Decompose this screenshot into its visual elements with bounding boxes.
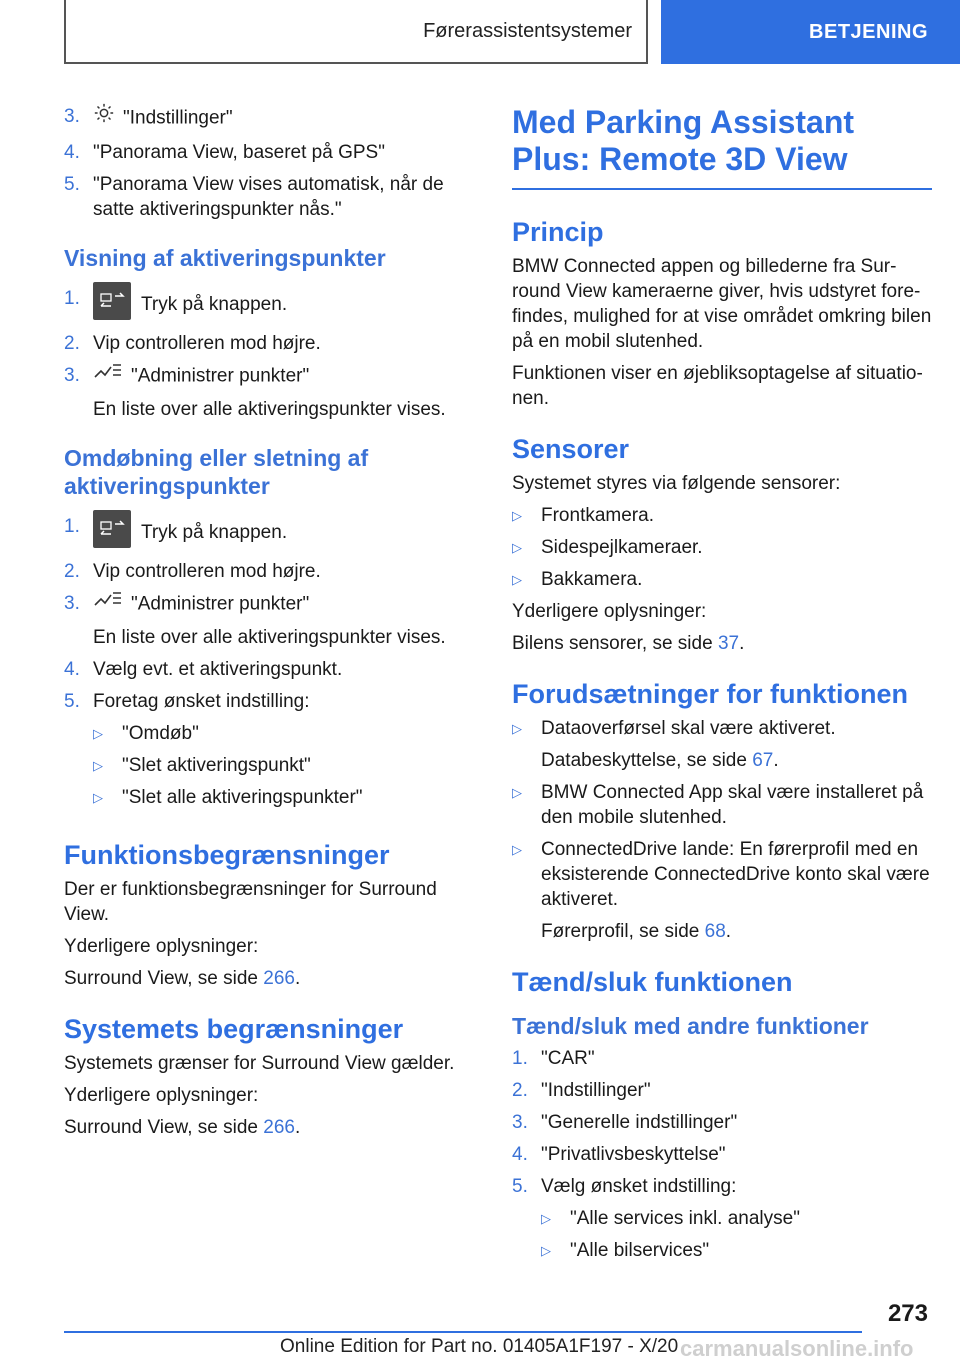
- list-item: ▷ BMW Connected App skal være installeret på den mobile slutenhed.: [512, 782, 924, 828]
- bullet-triangle-icon: ▷: [512, 785, 522, 800]
- option-list: [93, 721, 464, 810]
- left-column: 3. "Indstillinger" 4. "Panorama View, baseret på GPS" 5. "Panorama View vises automatisk, når de satte aktiveringspunkter nås." Visning af aktiveringspunkter 1. Tryk på knappen. 2. Vip controlleren mod højre. 3. "Administrer punkter" En liste over alle aktiveringspunkter vises. Omdøbning eller sletning af aktiveringspunkter 1. Tryk på knappen. 2. Vip controlleren mod højre. 3. "Administrer punkter" En liste over alle aktiveringspunkter vises. 4. Vælg evt. et aktiveringspunkt. 5. Foretag ønsket indstilling: ▷ "Omdøb" ▷ "Slet aktiveringspunkt" ▷ "Slet alle aktiveringspunkter" Funktionsbegrænsninger Der er funktionsbegrænsninger for Surround View. Yderligere oplysninger: Surround View, se side 266. Systemets begrænsninger Systemets grænser for Surround View gælder. Yderligere oplysninger: Surround View, se side 266.: [64, 104, 464, 1147]
- chapter-tab: [661, 0, 960, 64]
- footer-divider: [64, 1331, 862, 1333]
- bullet-triangle-icon: ▷: [93, 726, 103, 741]
- intro-steps: [64, 104, 464, 222]
- list-item: ▷ "Slet aktiveringspunkt": [93, 755, 311, 776]
- list-item: 4. Vælg evt. et aktiveringspunkt.: [64, 659, 343, 680]
- chapter-tab-label: BETJENING: [809, 20, 928, 43]
- list-item: ▷ Frontkamera.: [512, 505, 654, 526]
- list-item: ▷ ConnectedDrive lande: En førerprofil med en eksisterende ConnectedDrive konto skal være aktiveret. Førerprofil, se side 68.: [512, 839, 930, 942]
- right-column: Med Parking Assistant Plus: Remote 3D View Princip BMW Connected appen og billederne fra Surround View kameraerne giver, hvis udstyret forefindes, mulighed for at vise området omkring bilen på en mobil slutenhed. Funktionen viser en øjebliksoptagelse af situationen. Sensorer Systemet styres via følgende sensorer: ▷ Frontkamera. ▷ Sidespejlkameraer. ▷ Bakkamera. Yderligere oplysninger: Bilens sensorer, se side 37. Forudsætninger for funktionen ▷ Dataoverførsel skal være aktiveret. Databeskyttelse, se side 67. ▷ BMW Connected App skal være installeret på den mobile slutenhed. ▷ ConnectedDrive lande: En førerprofil med en eksisterende ConnectedDrive konto skal være aktiveret. Førerprofil, se side 68. Tænd/sluk funktionen Tænd/sluk med andre funktioner 1. "CAR" 2. "Indstillinger" 3. "Generelle indstillinger" 4. "Privatlivsbeskyttelse" 5. Vælg ønsket indstilling: ▷ "Alle services inkl. analyse" ▷ "Alle bilservices": [512, 104, 932, 1277]
- list-item: 3. "Administrer punkter" En liste over alle aktiveringspunkter vises.: [64, 591, 464, 650]
- list-item: 4. "Panorama View, baseret på GPS": [64, 142, 385, 163]
- running-header: [64, 0, 648, 64]
- manage-points-icon: [93, 589, 123, 616]
- page-link[interactable]: 67: [752, 750, 774, 771]
- heading-funktion: Funktionsbegrænsninger: [64, 840, 390, 870]
- page-link[interactable]: 266: [263, 968, 295, 989]
- parking-view-button-icon: [93, 282, 131, 320]
- list-item: 2. "Indstillinger": [512, 1080, 651, 1101]
- list-item: ▷ "Omdøb": [93, 723, 199, 744]
- heading-visning: Visning af aktiveringspunkter: [64, 245, 386, 271]
- bullet-triangle-icon: ▷: [93, 758, 103, 773]
- list-item: ▷ "Alle services inkl. analyse": [541, 1208, 800, 1229]
- list-item: ▷ "Alle bilservices": [541, 1240, 710, 1261]
- list-item: 2. Vip controlleren mod højre.: [64, 333, 321, 354]
- taend-steps: [512, 1046, 932, 1270]
- heading-sensorer: Sensorer: [512, 434, 630, 464]
- list-item: 5. Vælg ønsket indstilling: ▷ "Alle services inkl. analyse" ▷ "Alle bilservices": [512, 1174, 932, 1270]
- section-title: Førerassistentsystemer: [423, 19, 632, 42]
- bullet-triangle-icon: ▷: [512, 721, 522, 736]
- footer-edition: Online Edition for Part no. 01405A1F197 - X/20: [280, 1336, 679, 1357]
- requirement-list: [512, 716, 932, 944]
- bullet-triangle-icon: ▷: [512, 540, 522, 555]
- bullet-triangle-icon: ▷: [512, 572, 522, 587]
- list-item: 2. Vip controlleren mod højre.: [64, 561, 321, 582]
- heading-taend: Tænd/sluk funktionen: [512, 967, 793, 997]
- page-link[interactable]: 266: [263, 1117, 295, 1138]
- page-title: Med Parking Assistant Plus: Remote 3D View: [512, 104, 855, 177]
- page-link[interactable]: 37: [717, 633, 740, 654]
- heading-system: Systemets begrænsninger: [64, 1014, 404, 1044]
- bullet-triangle-icon: ▷: [512, 842, 522, 857]
- list-item: 1. Tryk på knappen.: [64, 514, 464, 552]
- subheading-taend: Tænd/sluk med andre funktioner: [512, 1013, 869, 1039]
- heading-forud: Forudsætninger for funktionen: [512, 679, 908, 709]
- heading-omdobning: Omdøbning eller sletning af aktiveringspunkter: [64, 445, 369, 499]
- list-item: 5. "Panorama View vises automatisk, når de satte aktiveringspunkter nås.": [64, 174, 444, 220]
- list-item: 4. "Privatlivsbeskyttelse": [512, 1144, 726, 1165]
- option-list: [541, 1206, 932, 1263]
- list-item: 3. "Administrer punkter" En liste over alle aktiveringspunkter vises.: [64, 363, 464, 422]
- parking-view-button-icon: [93, 510, 131, 548]
- bullet-triangle-icon: ▷: [512, 508, 522, 523]
- list-item: ▷ Dataoverførsel skal være aktiveret. Databeskyttelse, se side 67.: [512, 718, 836, 771]
- sensor-list: [512, 503, 932, 592]
- list-item: ▷ "Slet alle aktiveringspunkter": [93, 787, 363, 808]
- list-item: ▷ Sidespejlkameraer.: [512, 537, 703, 558]
- heading-princip: Princip: [512, 217, 604, 247]
- visning-steps: [64, 286, 464, 422]
- page-number: 273: [887, 1300, 928, 1327]
- manage-points-icon: [93, 361, 123, 388]
- title-divider: [512, 188, 932, 190]
- page-link[interactable]: 68: [704, 921, 726, 942]
- gear-icon: [93, 102, 115, 131]
- bullet-triangle-icon: ▷: [541, 1243, 551, 1258]
- list-item: 3. "Generelle indstillinger": [512, 1112, 738, 1133]
- bullet-triangle-icon: ▷: [93, 790, 103, 805]
- list-item: 1. "CAR": [512, 1048, 595, 1069]
- bullet-triangle-icon: ▷: [541, 1211, 551, 1226]
- list-item: 5. Foretag ønsket indstilling: ▷ "Omdøb" ▷ "Slet aktiveringspunkt" ▷ "Slet alle aktiveringspunkter": [64, 689, 464, 817]
- list-item: ▷ Bakkamera.: [512, 569, 643, 590]
- watermark: carmanualsonline.info: [680, 1336, 914, 1361]
- omdobning-steps: [64, 514, 464, 817]
- list-item: 1. Tryk på knappen.: [64, 286, 464, 324]
- list-item: 3. "Indstillinger": [64, 104, 464, 133]
